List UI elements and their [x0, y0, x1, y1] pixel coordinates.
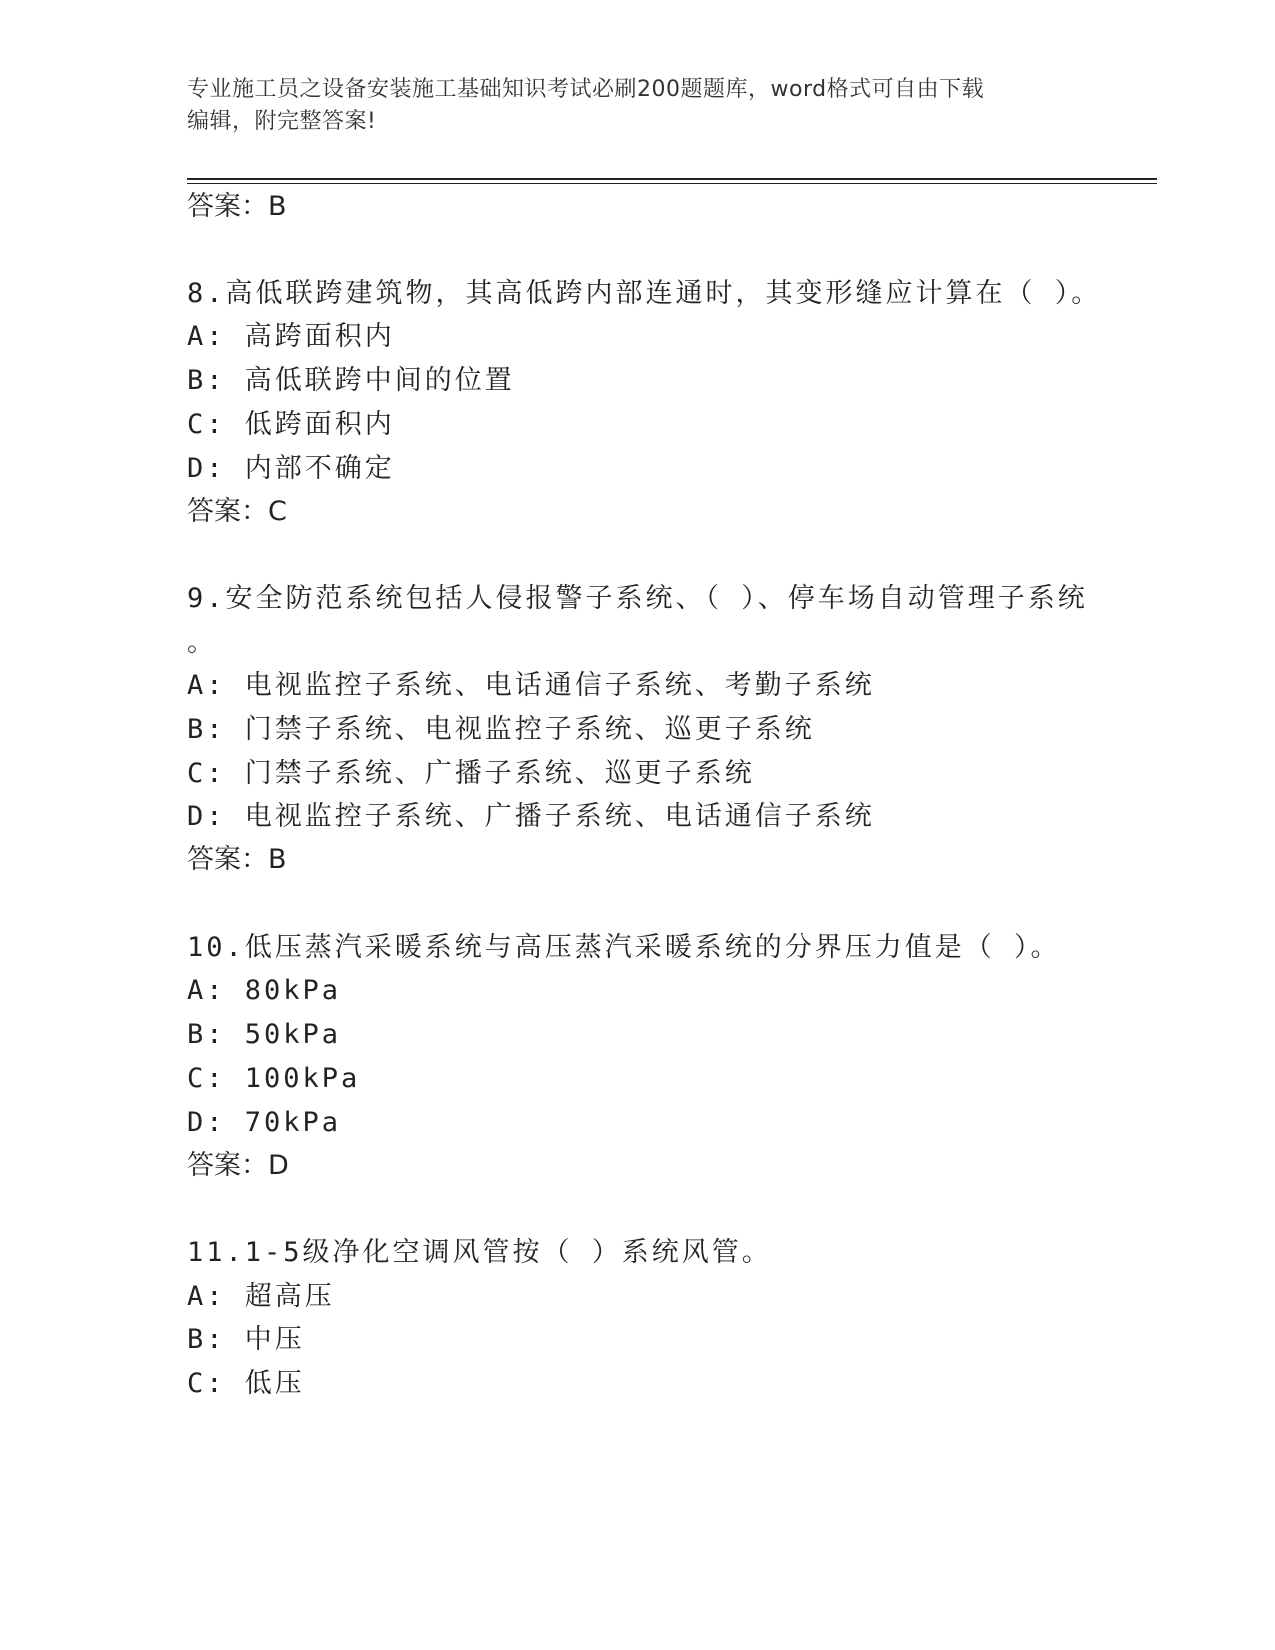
question-9-option-d: D: 电视监控子系统、广播子系统、电话通信子系统 — [187, 801, 875, 832]
answer-q8: 答案：C — [187, 496, 287, 527]
question-10-stem: 10.低压蒸汽采暖系统与高压蒸汽采暖系统的分界压力值是（ ）。 — [187, 932, 1061, 963]
question-8-option-b: B: 高低联跨中间的位置 — [187, 365, 515, 396]
header-title-line1: 专业施工员之设备安装施工基础知识考试必刷200题题库，word格式可自由下载 — [187, 77, 985, 102]
question-8-stem: 8.高低联跨建筑物，其高低跨内部连通时，其变形缝应计算在（ ）。 — [187, 278, 1102, 309]
question-8-option-c: C: 低跨面积内 — [187, 409, 395, 440]
header-rule-thick — [187, 178, 1157, 180]
question-10-option-a: A: 80kPa — [187, 975, 342, 1006]
question-11-stem: 11.1-5级净化空调风管按（ ）系统风管。 — [187, 1237, 772, 1268]
question-9-stem: 9.安全防范系统包括人侵报警子系统、（ ）、停车场自动管理子系统 — [187, 583, 1088, 614]
question-11-option-b: B: 中压 — [187, 1324, 305, 1355]
question-10-option-c: C: 100kPa — [187, 1063, 361, 1094]
question-11-option-a: A: 超高压 — [187, 1281, 335, 1312]
question-10-option-b: B: 50kPa — [187, 1019, 342, 1050]
answer-q7: 答案：B — [187, 191, 287, 222]
question-9-option-a: A: 电视监控子系统、电话通信子系统、考勤子系统 — [187, 670, 875, 701]
question-10-option-d: D: 70kPa — [187, 1107, 342, 1138]
answer-q9: 答案：B — [187, 844, 287, 875]
question-9-option-b: B: 门禁子系统、电视监控子系统、巡更子系统 — [187, 714, 815, 745]
question-9-option-c: C: 门禁子系统、广播子系统、巡更子系统 — [187, 758, 755, 789]
question-11-option-c: C: 低压 — [187, 1368, 305, 1399]
question-8-option-d: D: 内部不确定 — [187, 453, 395, 484]
header-rule-thin — [187, 183, 1157, 184]
header-title-line2: 编辑，附完整答案! — [187, 109, 377, 134]
question-8-option-a: A: 高跨面积内 — [187, 321, 395, 352]
document-header — [187, 74, 1067, 138]
answer-q10: 答案：D — [187, 1150, 289, 1181]
question-9-stem-continued: 。 — [187, 627, 217, 658]
